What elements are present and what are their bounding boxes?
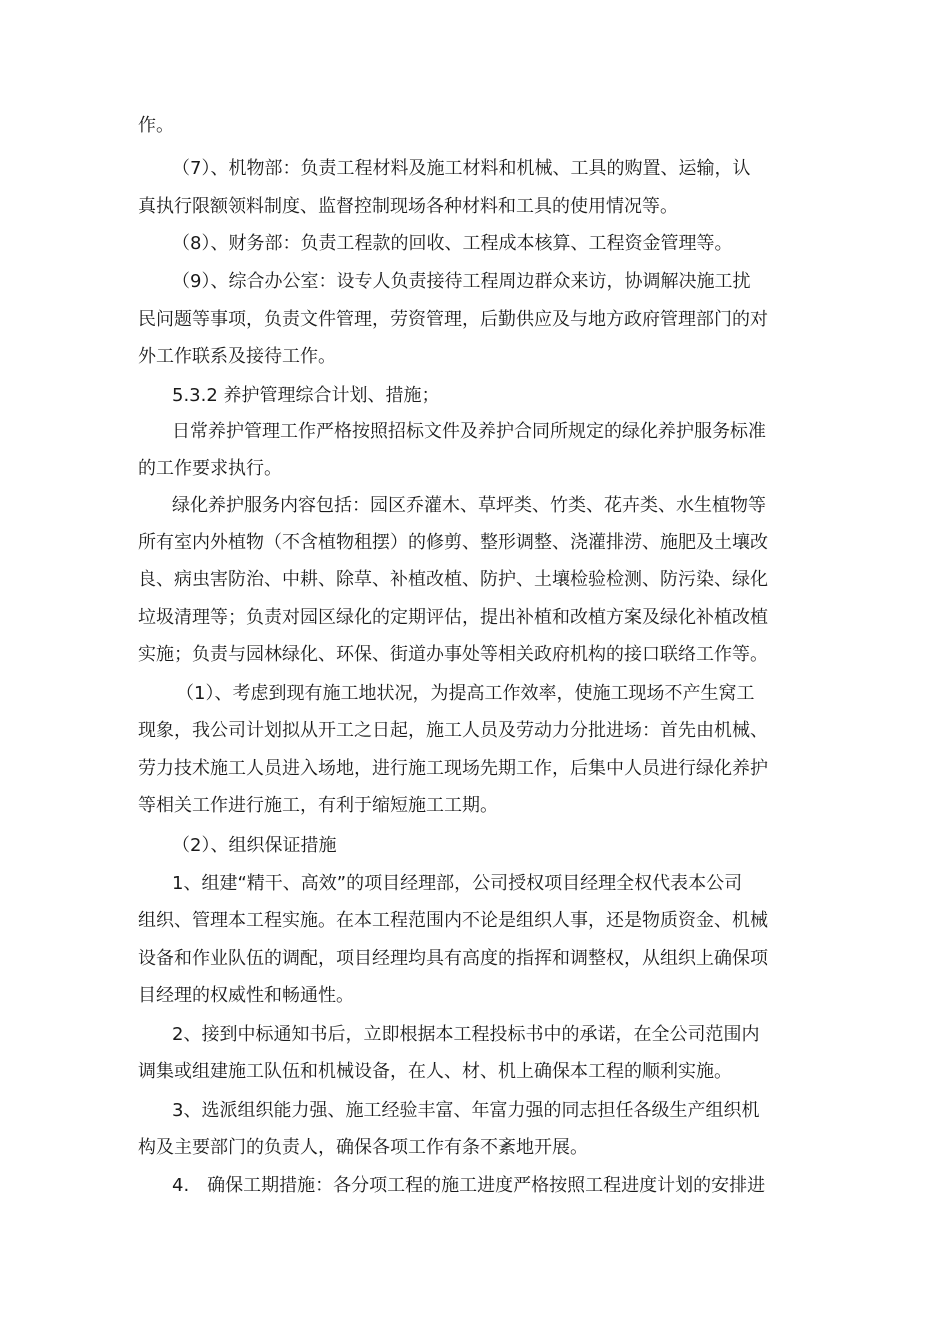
- text-line: 等相关工作进行施工，有利于缩短施工工期。: [138, 795, 498, 816]
- text-line: 良、病虫害防治、中耕、除草、补植改植、防护、土壤检验检测、防污染、绿化: [138, 569, 768, 590]
- text-line: 2、接到中标通知书后，立即根据本工程投标书中的承诺，在全公司范围内: [172, 1024, 760, 1045]
- text-line: （7）、机物部：负责工程材料及施工材料和机械、工具的购置、运输，认: [172, 158, 751, 179]
- text-line: 作。: [138, 115, 174, 136]
- text-line: 真执行限额领料制度、监督控制现场各种材料和工具的使用情况等。: [138, 196, 678, 217]
- section-heading: （2）、组织保证措施: [172, 835, 337, 856]
- text-line: 外工作联系及接待工作。: [138, 346, 336, 367]
- text-line: 1、组建“精干、高效”的项目经理部，公司授权项目经理全权代表本公司: [172, 873, 743, 894]
- text-line: 3、选派组织能力强、施工经验丰富、年富力强的同志担任各级生产组织机: [172, 1100, 760, 1121]
- text-line: 垃圾清理等；负责对园区绿化的定期评估，提出补植和改植方案及绿化补植改植: [138, 607, 768, 628]
- text-line: （1）、考虑到现有施工地状况，为提高工作效率，使施工现场不产生窝工: [176, 683, 755, 704]
- text-line: 劳力技术施工人员进入场地，进行施工现场先期工作，后集中人员进行绿化养护: [138, 758, 768, 779]
- text-line: 实施；负责与园林绿化、环保、街道办事处等相关政府机构的接口联络工作等。: [138, 644, 768, 665]
- text-line: 4. 确保工期措施：各分项工程的施工进度严格按照工程进度计划的安排进: [172, 1175, 766, 1196]
- text-line: 设备和作业队伍的调配，项目经理均具有高度的指挥和调整权，从组织上确保项: [138, 948, 768, 969]
- text-line: 组织、管理本工程实施。在本工程范围内不论是组织人事，还是物质资金、机械: [138, 910, 768, 931]
- text-line: 所有室内外植物（不含植物租摆）的修剪、整形调整、浇灌排涝、施肥及土壤改: [138, 532, 768, 553]
- text-line: 构及主要部门的负责人，确保各项工作有条不紊地开展。: [138, 1137, 588, 1158]
- text-line: （8）、财务部：负责工程款的回收、工程成本核算、工程资金管理等。: [172, 233, 733, 254]
- text-line: 日常养护管理工作严格按照招标文件及养护合同所规定的绿化养护服务标准: [172, 421, 766, 442]
- text-line: 绿化养护服务内容包括：园区乔灌木、草坪类、竹类、花卉类、水生植物等: [172, 495, 766, 516]
- text-line: 目经理的权威性和畅通性。: [138, 985, 354, 1006]
- text-line: 民问题等事项，负责文件管理，劳资管理，后勤供应及与地方政府管理部门的对: [138, 309, 768, 330]
- section-heading: 5.3.2 养护管理综合计划、措施；: [172, 385, 440, 406]
- text-line: 调集或组建施工队伍和机械设备，在人、材、机上确保本工程的顺利实施。: [138, 1061, 732, 1082]
- text-line: 现象，我公司计划拟从开工之日起，施工人员及劳动力分批进场：首先由机械、: [138, 720, 768, 741]
- text-line: （9）、综合办公室：设专人负责接待工程周边群众来访，协调解决施工扰: [172, 271, 751, 292]
- text-line: 的工作要求执行。: [138, 458, 282, 479]
